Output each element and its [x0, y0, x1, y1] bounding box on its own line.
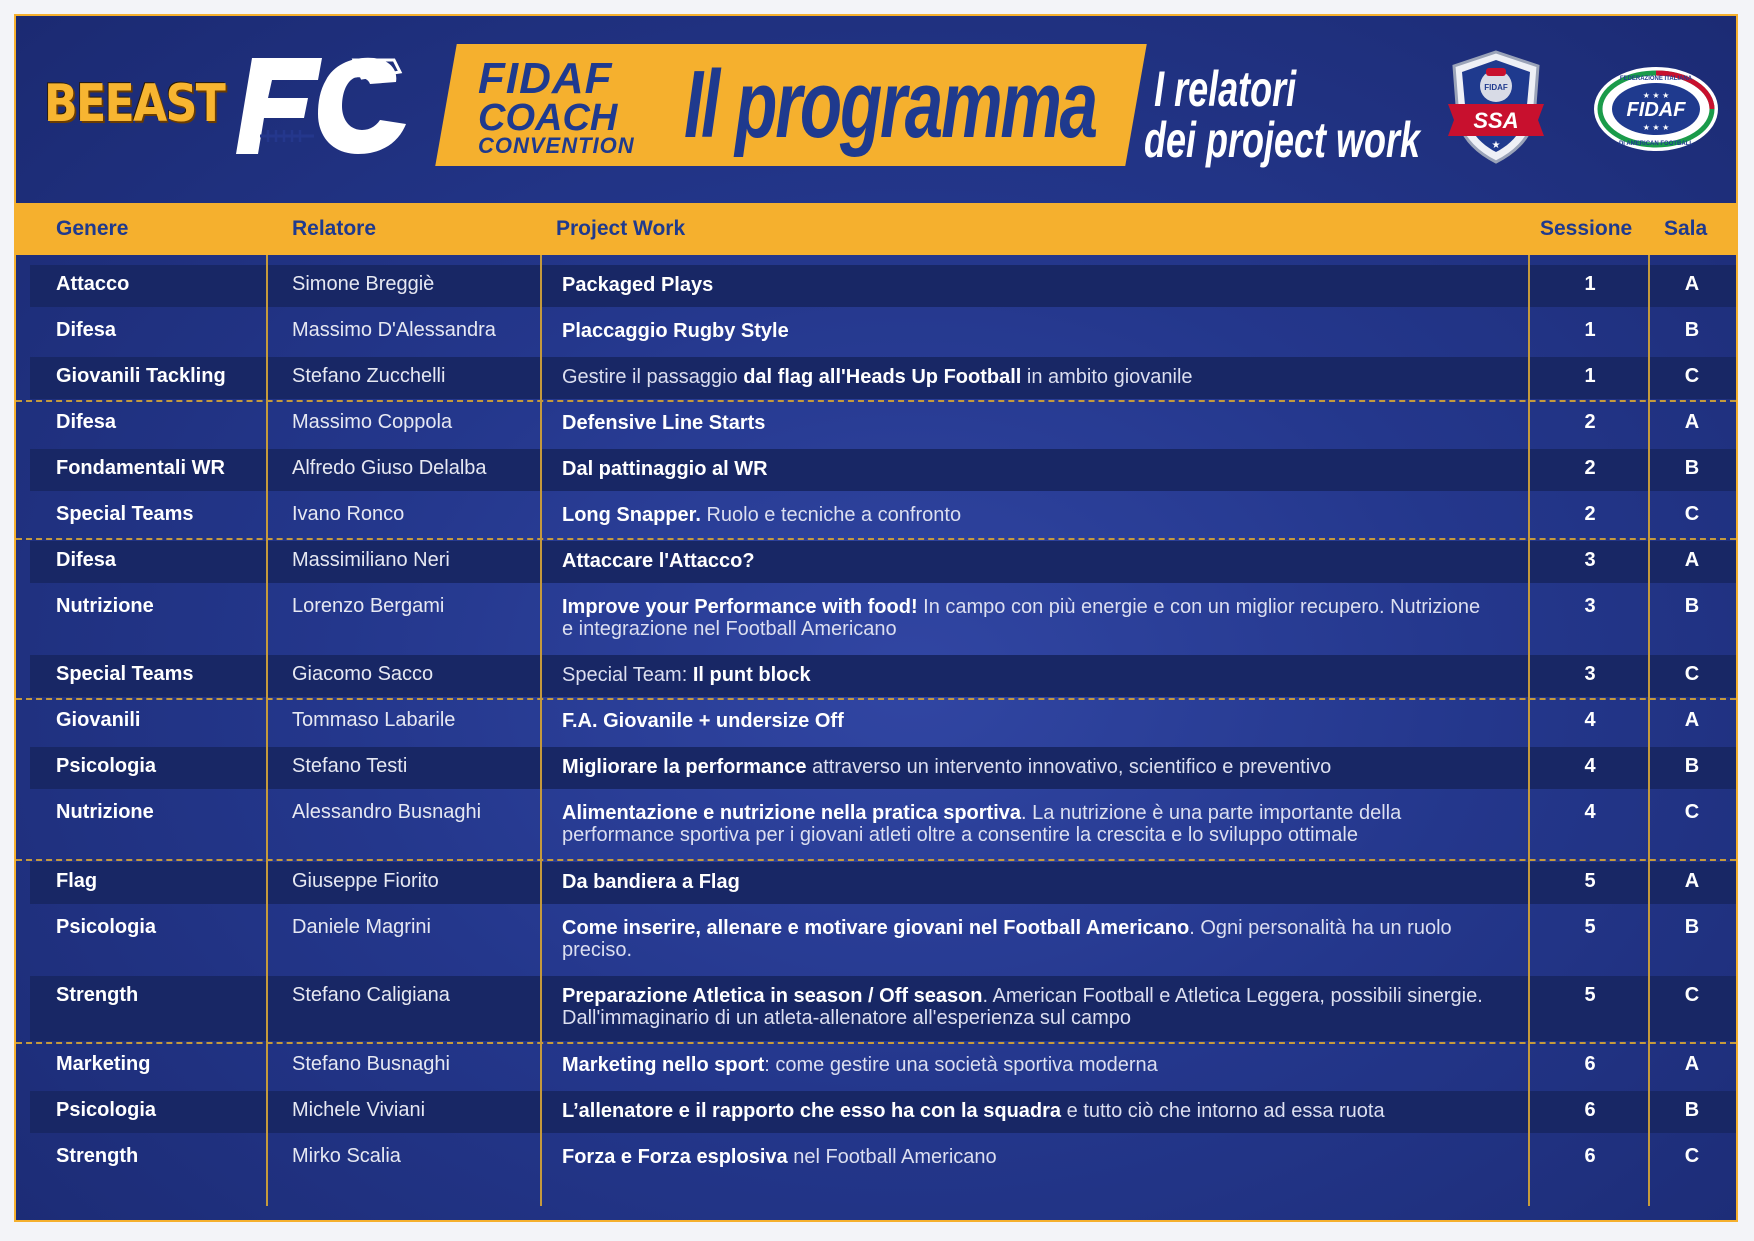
col-header-genere: Genere [56, 217, 129, 240]
cell-project-work [562, 596, 1492, 640]
cell-sala: B [1684, 755, 1700, 777]
cell-sala: A [1684, 411, 1700, 433]
cell-genere: Flag [56, 870, 98, 892]
cell-project-work [562, 1100, 1492, 1122]
cell-relatore: Tommaso Labarile [292, 709, 456, 731]
ffc-line1: FIDAF [478, 54, 613, 103]
project-work-title: Dal pattinaggio al WR [562, 458, 768, 480]
cell-sessione: 6 [1584, 1099, 1596, 1121]
cell-sessione: 3 [1584, 595, 1596, 617]
cell-project-work [562, 871, 1492, 893]
cell-sala: C [1684, 801, 1700, 823]
cell-relatore: Massimo Coppola [292, 411, 453, 433]
project-work-title: Il punt block [692, 664, 811, 686]
svg-text:★ ★ ★: ★ ★ ★ [1642, 91, 1670, 100]
cell-genere: Psicologia [56, 916, 157, 938]
cell-sala: B [1684, 595, 1700, 617]
cell-project-work [562, 985, 1492, 1029]
cell-sessione: 3 [1584, 549, 1596, 571]
cell-sala: A [1684, 709, 1700, 731]
project-work-description: Gestire il passaggio [562, 366, 744, 388]
cell-project-work [562, 756, 1492, 778]
cell-relatore: Stefano Caligiana [292, 984, 450, 1006]
project-work-title: F.A. Giovanile + undersize Off [562, 710, 844, 732]
cell-project-work [562, 917, 1492, 961]
cell-sessione: 6 [1584, 1053, 1596, 1075]
project-work-title: Migliorare la performance [562, 756, 807, 778]
project-work-description: . American Football e Atletica Leggera, possibili sinergie. Dall'immaginario di un atleta-allenatore all'esperienza sul campo [562, 985, 1483, 1029]
project-work-description: : come gestire una società sportiva moderna [764, 1054, 1158, 1076]
cell-sala: B [1684, 916, 1700, 938]
project-work-description: attraverso un intervento innovativo, scientifico e preventivo [806, 756, 1332, 778]
cell-genere: Difesa [56, 319, 117, 341]
cell-relatore: Ivano Ronco [292, 503, 405, 525]
cell-genere: Difesa [56, 411, 117, 433]
cell-genere: Attacco [56, 273, 130, 295]
ssa-shield-logo [1446, 46, 1546, 171]
fidaf-coach-convention-logo [478, 54, 635, 158]
cell-genere: Special Teams [56, 663, 194, 685]
cell-sala: A [1684, 549, 1700, 571]
cell-genere: Psicologia [56, 755, 157, 777]
cell-project-work [562, 550, 1492, 572]
cell-relatore: Massimiliano Neri [292, 549, 450, 571]
project-work-description: Special Team: [562, 664, 693, 686]
fidaf-round-text: FIDAF [1626, 99, 1686, 121]
ffc-line3: CONVENTION [478, 132, 635, 158]
cell-sala: C [1684, 1145, 1700, 1167]
cell-genere: Special Teams [56, 503, 194, 525]
cell-sala: B [1684, 1099, 1700, 1121]
cell-sala: C [1684, 365, 1700, 387]
column-divider [1648, 255, 1650, 1206]
cell-project-work [562, 504, 1492, 526]
ssa-text: SSA [1473, 108, 1519, 133]
cell-relatore: Stefano Testi [292, 755, 408, 777]
col-header-sala: Sala [1664, 217, 1708, 240]
project-work-description: In campo con più energie e con un miglior recupero. Nutrizione e integrazione nel Football Americano [562, 596, 1481, 640]
fidaf-ring-bottom-text: DI AMERICAN FOOTBALL [1618, 141, 1694, 147]
project-work-title: Da bandiera a Flag [562, 871, 740, 893]
cell-relatore: Giacomo Sacco [292, 663, 434, 685]
page-subtitle [1144, 61, 1421, 168]
cell-sala: A [1684, 1053, 1700, 1075]
fidaf-ring-top-text: FEDERAZIONE ITALIANA [1619, 76, 1693, 82]
col-header-project-work: Project Work [556, 217, 686, 240]
cell-project-work [562, 412, 1492, 434]
cell-sala: B [1684, 457, 1700, 479]
beeast-logo: BEEAST [44, 74, 225, 134]
cell-sessione: 2 [1584, 503, 1596, 525]
project-work-title: Come inserire, allenare e motivare giovani nel Football Americano [562, 917, 1190, 939]
program-poster [14, 14, 1738, 1222]
cell-relatore: Mirko Scalia [292, 1145, 401, 1167]
cell-project-work [562, 458, 1492, 480]
cell-genere: Giovanili Tackling [56, 365, 226, 387]
session-separator [16, 698, 1736, 700]
project-work-description: in ambito giovanile [1021, 366, 1193, 388]
cell-relatore: Stefano Zucchelli [292, 365, 446, 387]
cell-genere: Nutrizione [56, 595, 154, 617]
page-title: Il programma [684, 51, 1096, 158]
fidaf-round-logo [1591, 64, 1721, 159]
subtitle-line1: I relatori [1154, 61, 1297, 117]
cell-sessione: 1 [1584, 365, 1596, 387]
cell-project-work [562, 664, 1492, 686]
project-work-description: Ruolo e tecniche a confronto [700, 504, 962, 526]
project-work-title: Marketing nello sport [562, 1054, 765, 1076]
cell-sessione: 1 [1584, 273, 1596, 295]
cell-genere: Nutrizione [56, 801, 154, 823]
cell-genere: Fondamentali WR [56, 457, 225, 479]
column-divider [266, 255, 268, 1206]
session-separator [16, 859, 1736, 861]
cell-project-work [562, 320, 1492, 342]
cell-sessione: 5 [1584, 984, 1596, 1006]
cell-relatore: Daniele Magrini [292, 916, 431, 938]
session-separator [16, 400, 1736, 402]
cell-relatore: Giuseppe Fiorito [292, 870, 439, 892]
cell-sala: C [1684, 984, 1700, 1006]
cell-sala: C [1684, 503, 1700, 525]
project-work-title: Improve your Performance with food! [562, 596, 918, 618]
session-separator [16, 538, 1736, 540]
table-header [16, 203, 1736, 255]
cell-sessione: 1 [1584, 319, 1596, 341]
project-work-title: Placcaggio Rugby Style [562, 320, 789, 342]
project-work-description: nel Football Americano [787, 1146, 997, 1168]
cell-project-work [562, 710, 1492, 732]
cell-genere: Psicologia [56, 1099, 157, 1121]
col-header-relatore: Relatore [292, 217, 377, 240]
column-divider [540, 255, 542, 1206]
cell-sessione: 2 [1584, 411, 1596, 433]
cell-sessione: 4 [1584, 709, 1596, 731]
project-work-title: Preparazione Atletica in season / Off season [562, 985, 983, 1007]
project-work-title: Long Snapper. [562, 504, 701, 526]
cell-sessione: 5 [1584, 916, 1596, 938]
project-work-title: Packaged Plays [562, 274, 714, 296]
cell-project-work [562, 366, 1492, 388]
cell-sala: A [1684, 870, 1700, 892]
col-header-sessione: Sessione [1540, 217, 1633, 240]
cell-sala: B [1684, 319, 1700, 341]
cell-genere: Strength [56, 984, 139, 1006]
header [16, 16, 1736, 201]
cell-relatore: Alessandro Busnaghi [292, 801, 482, 823]
svg-text:★: ★ [1491, 140, 1501, 151]
project-work-title: Attaccare l'Attacco? [562, 550, 755, 572]
cell-project-work [562, 1054, 1492, 1076]
project-work-title: Defensive Line Starts [562, 412, 766, 434]
subtitle-line2: dei project work [1144, 112, 1421, 168]
cell-project-work [562, 274, 1492, 296]
cell-genere: Strength [56, 1145, 139, 1167]
cell-relatore: Alfredo Giuso Delalba [292, 457, 487, 479]
cell-sala: A [1684, 273, 1700, 295]
project-work-title: dal flag all'Heads Up Football [743, 366, 1022, 388]
project-work-description: e tutto ciò che intorno ad essa ruota [1061, 1100, 1385, 1122]
f2c-logo [230, 50, 410, 165]
cell-relatore: Simone Breggiè [292, 273, 435, 295]
cell-genere: Marketing [56, 1053, 151, 1075]
project-work-title: Forza e Forza esplosiva [562, 1146, 788, 1168]
cell-sessione: 2 [1584, 457, 1596, 479]
cell-sessione: 6 [1584, 1145, 1596, 1167]
session-separator [16, 1042, 1736, 1044]
cell-relatore: Michele Viviani [292, 1099, 426, 1121]
cell-sessione: 5 [1584, 870, 1596, 892]
cell-relatore: Lorenzo Bergami [292, 595, 445, 617]
cell-sessione: 4 [1584, 755, 1596, 777]
cell-sala: C [1684, 663, 1700, 685]
project-work-title: Alimentazione e nutrizione nella pratica sportiva [562, 802, 1021, 824]
cell-project-work [562, 1146, 1492, 1168]
cell-genere: Difesa [56, 549, 117, 571]
ffc-line2: COACH [478, 96, 618, 139]
cell-project-work [562, 802, 1492, 846]
project-work-title: L’allenatore e il rapporto che esso ha con la squadra [562, 1100, 1062, 1122]
column-divider [1528, 255, 1530, 1206]
cell-relatore: Massimo D'Alessandra [292, 319, 496, 341]
svg-text:★ ★ ★: ★ ★ ★ [1642, 123, 1670, 132]
cell-genere: Giovanili [56, 709, 141, 731]
cell-relatore: Stefano Busnaghi [292, 1053, 450, 1075]
project-work-description: . Ogni personalità ha un ruolo preciso. [562, 917, 1452, 961]
cell-sessione: 3 [1584, 663, 1596, 685]
cell-sessione: 4 [1584, 801, 1596, 823]
project-work-description: . La nutrizione è una parte importante della performance sportiva per i giovani atleti oltre a consentire la crescita e lo sviluppo ottimale [562, 802, 1402, 846]
ssa-top-text: FIDAF [1484, 83, 1508, 92]
